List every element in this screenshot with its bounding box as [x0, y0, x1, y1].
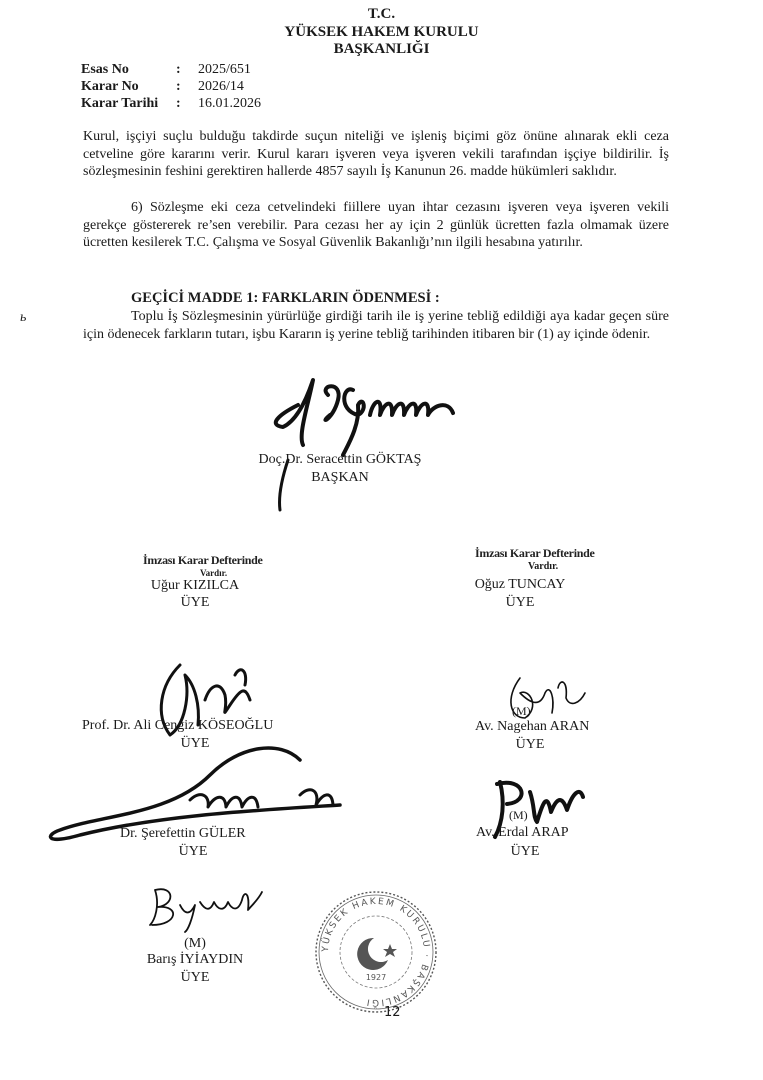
meta-label: Karar Tarihi: [81, 96, 159, 111]
arap-role: ÜYE: [510, 844, 540, 859]
crescent-icon: [357, 938, 388, 970]
arap-name: Av. Erdal ARAP: [476, 825, 569, 840]
margin-mark: ь: [20, 310, 27, 325]
star-icon: [383, 944, 397, 957]
tuncay-role: ÜYE: [505, 595, 535, 610]
iyiaydin-signature: [140, 880, 270, 935]
meta-value: 16.01.2026: [198, 96, 261, 111]
president-name: Doç.Dr. Seracettin GÖKTAŞ: [258, 452, 422, 467]
aran-mark: (M): [512, 704, 531, 718]
kizilca-role: ÜYE: [180, 595, 210, 610]
meta-karar-no: [81, 78, 381, 95]
aran-name: Av. Nagehan ARAN: [475, 719, 590, 734]
meta-colon: :: [176, 96, 181, 111]
aran-role: ÜYE: [515, 737, 545, 752]
header-tc: T.C.: [367, 6, 396, 22]
page-number: 12: [384, 1005, 401, 1020]
paragraph-temporary-article: Toplu İş Sözleşmesinin yürürlüğe girdiği tarih ile iş yerine tebliğ edildiği aya kadar geçen süre için ödenecek farkların tutarı, işbu Kararın iş yerine tebliğ tarihinden itibaren bir (1) ay içinde ödenir.: [83, 309, 669, 342]
meta-value: 2026/14: [198, 79, 244, 94]
meta-esas-no: [81, 61, 381, 78]
header-presidency: BAŞKANLIĞI: [333, 41, 430, 57]
guler-role: ÜYE: [178, 844, 208, 859]
meta-label: Karar No: [81, 79, 139, 94]
guler-name: Dr. Şerefettin GÜLER: [120, 826, 246, 841]
president-signature: [258, 365, 488, 525]
meta-value: 2025/651: [198, 62, 251, 77]
seal-year: 1927: [365, 973, 387, 982]
meta-colon: :: [176, 79, 181, 94]
paragraph-6-penalty: 6) Sözleşme eki ceza cetvelindeki fiillere uyan ihtar cezasını işveren veya işveren vekili gerekçe göstererek re’sen verebilir. Para cezası her ay için 2 günlük ücretten fazla olmamak üzere ücretten kesilerek T.C. Çalışma ve Sosyal Güvenlik Bakanlığı’nın ilgili hesabına yatırılır.: [83, 200, 669, 251]
seal-ring-text: YÜKSEK HAKEM KURULU · BAŞKANLIĞI: [320, 896, 432, 1008]
iyiaydin-name: Barış İYİAYDIN: [146, 952, 244, 967]
header-institution: YÜKSEK HAKEM KURULU: [284, 24, 479, 40]
official-seal-stamp: [312, 888, 440, 1016]
arap-mark: (M): [509, 808, 528, 822]
section-heading-temporary-article: GEÇİCİ MADDE 1: FARKLARIN ÖDENMESİ :: [131, 290, 440, 306]
kizilca-stamp-sub: Vardır.: [200, 568, 228, 578]
iyiaydin-role: ÜYE: [180, 970, 210, 985]
meta-colon: :: [176, 62, 181, 77]
koseoglu-role: ÜYE: [180, 736, 210, 751]
kizilca-signature-stamp: İmzası Karar Defterinde: [143, 553, 263, 567]
president-role: BAŞKAN: [311, 470, 369, 485]
tuncay-stamp-sub: Vardır.: [528, 561, 559, 572]
meta-karar-tarihi: [81, 95, 381, 112]
kizilca-name: Uğur KIZILCA: [150, 578, 240, 593]
iyiaydin-mark: (M): [184, 936, 206, 951]
meta-label: Esas No: [81, 62, 129, 77]
koseoglu-name: Prof. Dr. Ali Cengiz KÖSEOĞLU: [82, 718, 274, 733]
paragraph-penalty-decision: Kurul, işçiyi suçlu bulduğu takdirde suçun niteliği ve işleniş biçimi göz önüne alınarak ekli ceza cetveline göre kararını verir. Kurul kararı işveren veya işveren vekili tarafından işçiye bildirilir. İş sözleşmesinin feshini gerektiren hallerde 4857 sayılı İş Kanunun 26. madde hükümleri saklıdır.: [83, 129, 669, 180]
tuncay-signature-stamp: İmzası Karar Defterinde: [475, 546, 595, 560]
tuncay-name: Oğuz TUNCAY: [474, 577, 566, 592]
